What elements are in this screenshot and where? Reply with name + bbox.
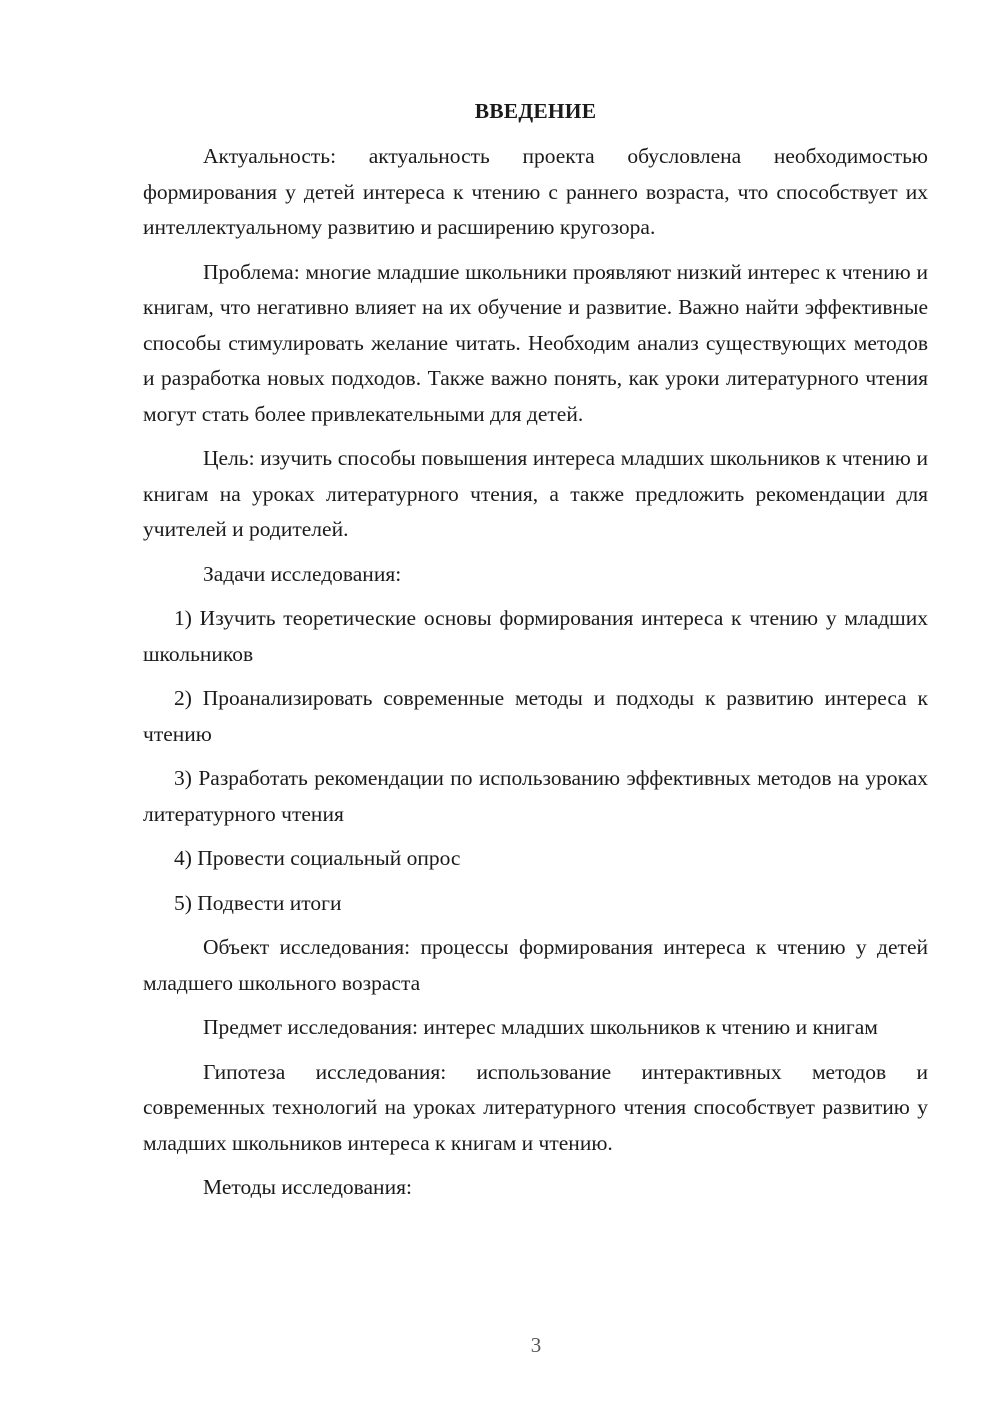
page-number: 3 <box>530 1333 542 1357</box>
task-item-2: 2) Проанализировать современные методы и подходы к развитию интереса к чтению <box>143 686 928 746</box>
page-content <box>143 93 928 1215</box>
tasks-title: Задачи исследования: <box>203 561 402 586</box>
task-item-4: 4) Провести социальный опрос <box>174 846 461 870</box>
paragraph-subject: Предмет исследования: интерес младших школьников к чтению и книгам <box>203 1015 878 1039</box>
paragraph-problem: Проблема: многие младшие школьники проявляют низкий интерес к чтению и книгам, что негативно влияет на их обучение и развитие. Важно найти эффективные способы стимулировать желание читать. Необходим анализ существующих методов и разработка новых подходов. Также важно понять, как уроки литературного чтения могут стать более привлекательными для детей. <box>143 259 928 426</box>
methods-title: Методы исследования: <box>203 1175 412 1199</box>
task-item-1: 1) Изучить теоретические основы формирования интереса к чтению у младших школьников <box>143 606 928 666</box>
paragraph-object: Объект исследования: процессы формирования интереса к чтению у детей младшего школьного возраста <box>143 935 928 995</box>
paragraph-relevance: Актуальность: актуальность проекта обусловлена необходимостью формирования у детей интереса к чтению с раннего возраста, что способствует их интеллектуальному развитию и расширению кругозора. <box>143 144 928 239</box>
paragraph-hypothesis: Гипотеза исследования: использование интерактивных методов и современных технологий на уроках литературного чтения способствует развитию у младших школьников интереса к книгам и чтению. <box>143 1059 928 1155</box>
task-item-3: 3) Разработать рекомендации по использованию эффективных методов на уроках литературного чтения <box>143 766 928 826</box>
section-heading: ВВЕДЕНИЕ <box>474 99 597 123</box>
task-item-5: 5) Подвести итоги <box>174 890 342 915</box>
paragraph-goal: Цель: изучить способы повышения интереса младших школьников к чтению и книгам на уроках литературного чтения, а также предложить рекомендации для учителей и родителей. <box>143 446 928 541</box>
